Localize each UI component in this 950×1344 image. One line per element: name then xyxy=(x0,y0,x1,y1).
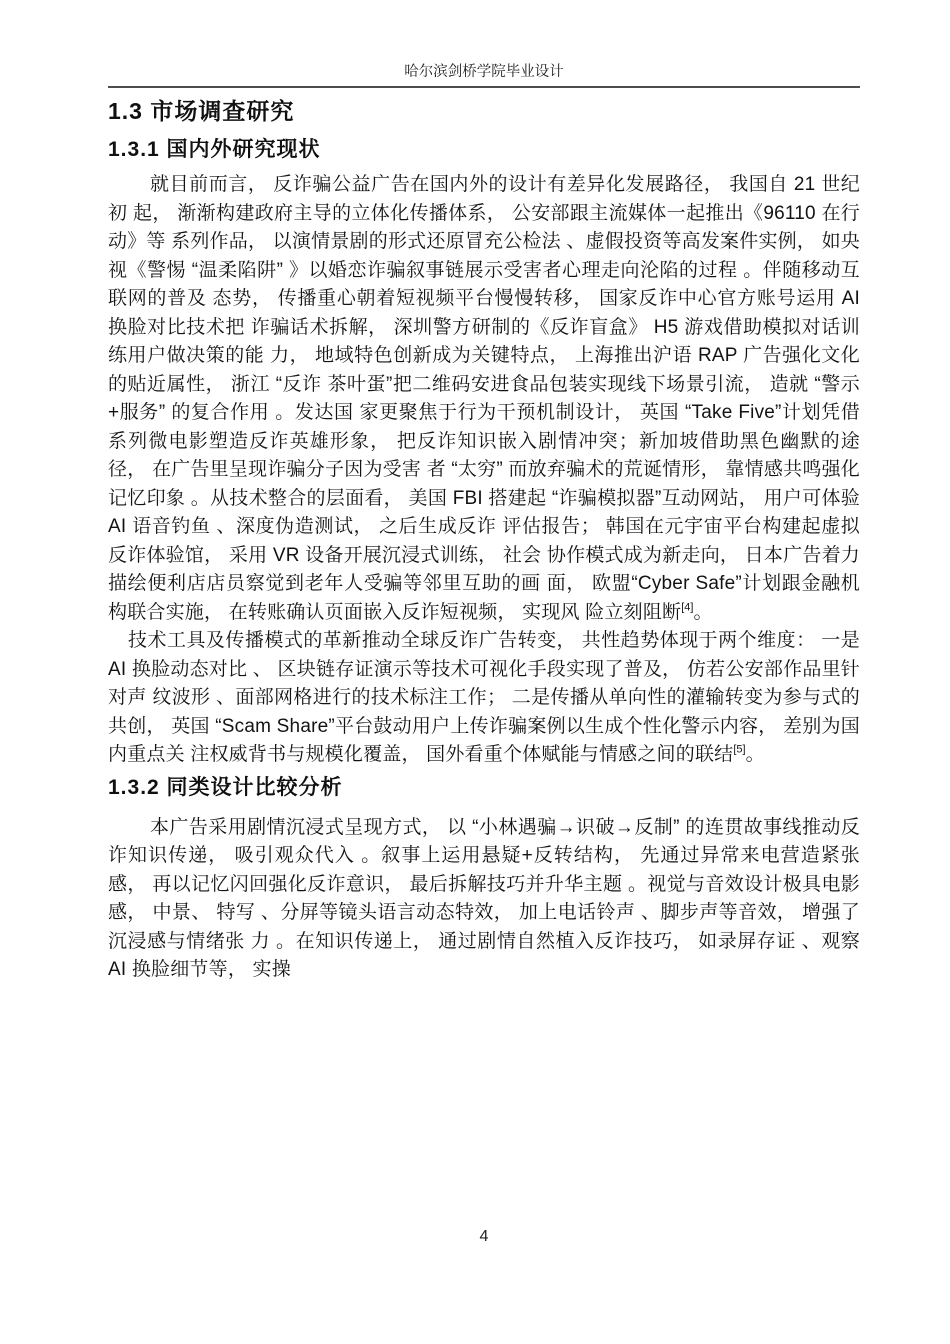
paragraph-research-status-text: 就目前而言， 反诈骗公益广告在国内外的设计有差异化发展路径， 我国自 21 世纪初 起， 渐渐构建政府主导的立体化传播体系， 公安部跟主流媒体一起推出《96110 在行动》等 系列作品， 以演情景剧的形式还原冒充公检法 、虚假投资等高发案件实例， 如央视《警惕 “温柔陷阱” 》以婚恋诈骗叙事链展示受害者心理走向沦陷的过程 。伴随移动互联网的普及 态势， 传播重心朝着短视频平台慢慢转移， 国家反诈中心官方账号运用 AI 换脸对比技术把 诈骗话术拆解， 深圳警方研制的《反诈盲盒》 H5 游戏借助模拟对话训练用户做决策的能 力， 地域特色创新成为关键特点， 上海推出沪语 RAP 广告强化文化的贴近属性， 浙江 “反诈 茶叶蛋”把二维码安进食品包装实现线下场景引流， 造就 “警示+服务” 的复合作用 。发达国 家更聚焦于行为干预机制设计， 英国 “Take Five”计划凭借系列微电影塑造反诈英雄形象， 把反诈知识嵌入剧情冲突；新加坡借助黑色幽默的途径， 在广告里呈现诈骗分子因为受害 者 “太穷” 而放弃骗术的荒诞情形， 靠情感共鸣强化记忆印象 。从技术整合的层面看， 美国 FBI 搭建起 “诈骗模拟器”互动网站， 用户可体验 AI 语音钓鱼 、深度伪造测试， 之后生成反诈 评估报告； 韩国在元宇宙平台构建起虚拟反诈体验馆， 采用 VR 设备开展沉浸式训练， 社会 协作模式成为新走向， 日本广告着力描绘便利店店员察觉到老年人受骗等邻里互助的画 面， 欧盟“Cyber Safe”计划跟金融机构联合实施， 在转账确认页面嵌入反诈短视频， 实现风 险立刻阻断 xyxy=(108,174,860,623)
page-header xyxy=(108,62,860,88)
page-content xyxy=(108,0,860,985)
paragraph-comparison-text: 本广告采用剧情沉浸式呈现方式， 以 “小林遇骗→识破→反制” 的连贯故事线推动反诈知识传递， 吸引观众代入 。叙事上运用悬疑+反转结构， 先通过异常来电营造紧张感， 再以记忆闪回强化反诈意识， 最后拆解技巧并升华主题 。视觉与音效设计极具电影感， 中景、 特写 、分屏等镜头语言动态特效， 加上电话铃声 、脚步声等音效， 增强了沉浸感与情绪张 力 。在知识传递上， 通过剧情自然植入反诈技巧， 如录屏存证 、观察 AI 换脸细节等， 实操 xyxy=(108,816,860,980)
heading-section-1-3-2: 1.3.2 同类设计比较分析 xyxy=(108,775,343,799)
paragraph-trends-text: 技术工具及传播模式的革新推动全球反诈广告转变， 共性趋势体现于两个维度： 一是 AI 换脸动态对比 、 区块链存证演示等技术可视化手段实现了普及， 仿若公安部作品里针对声 纹波形 、面部网格进行的技术标注工作； 二是传播从单向性的灌输转变为参与式的共创， 英国 “Scam Share”平台鼓动用户上传诈骗案例以生成个性化警示内容， 差别为国内重点关 注权威背书与规模化覆盖， 国外看重个体赋能与情感之间的联结 xyxy=(108,630,860,765)
paragraph-trends xyxy=(108,627,860,770)
paragraph-research-status-tail: 。 xyxy=(693,601,713,623)
heading-section-1-3-1: 1.3.1 国内外研究现状 xyxy=(108,138,321,161)
paragraph-comparison xyxy=(108,814,860,985)
paragraph-trends-tail: 。 xyxy=(745,744,765,765)
citation-ref-5: [5] xyxy=(733,743,746,756)
heading-section-1-3: 1.3 市场调查研究 xyxy=(108,98,295,124)
paragraph-research-status xyxy=(108,171,860,627)
citation-ref-4: [4] xyxy=(681,601,694,614)
page-number: 4 xyxy=(479,1228,489,1245)
header-title: 哈尔滨剑桥学院毕业设计 xyxy=(404,64,564,80)
